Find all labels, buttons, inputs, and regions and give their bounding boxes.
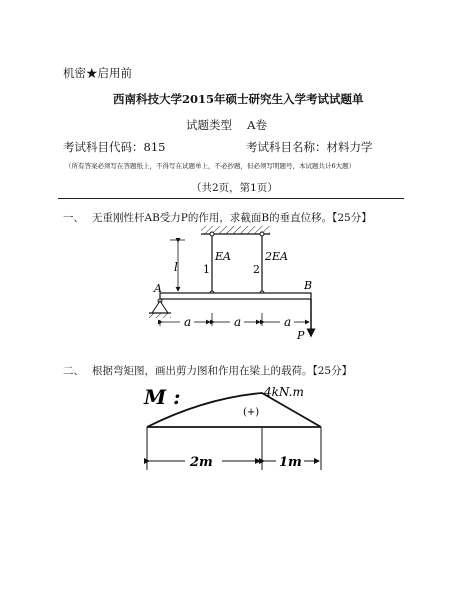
label-ea: EA [215,250,231,263]
paper-type: 试题类型 A卷 [186,118,267,132]
question-1-text: 无重刚性杆AB受力P的作用，求截面B的垂直位移。【25分】 [92,212,372,224]
label-2m: 2m [190,455,213,470]
subject-code: 考试科目代码：815 [63,140,166,154]
label-peak-moment: 4kN.m [264,385,304,399]
label-a-1: a [184,315,192,329]
label-bar-2: 2 [253,263,260,276]
label-b: B [304,279,313,292]
label-1m: 1m [279,455,302,470]
label-p: P [297,329,305,342]
page-info: （共2页，第1页） [191,182,278,194]
label-a: A [154,282,162,295]
secret-mark: 机密★启用前 [63,66,132,80]
exam-title: 西南科技大学2015年硕士研究生入学考试试题单 [113,92,364,106]
label-bar-1: 1 [203,263,210,276]
question-2-number: 二、 [63,365,84,377]
label-a-2: a [234,315,242,329]
question-1-number: 一、 [63,212,84,224]
label-m: M : [144,385,181,409]
label-2ea: 2EA [265,250,288,263]
exam-note: （所有答案必须写在答题纸上，不得写在试题单上，不必抄题，但必须写明题号，本试题共计6大题） [65,162,356,170]
label-a-3: a [284,315,292,329]
label-positive-sign: (+) [243,407,260,418]
question-2-text: 根据弯矩图，画出剪力图和作用在梁上的载荷。【25分】 [92,365,353,377]
label-l: l [174,260,178,274]
subject-name: 考试科目名称：材料力学 [246,140,373,154]
